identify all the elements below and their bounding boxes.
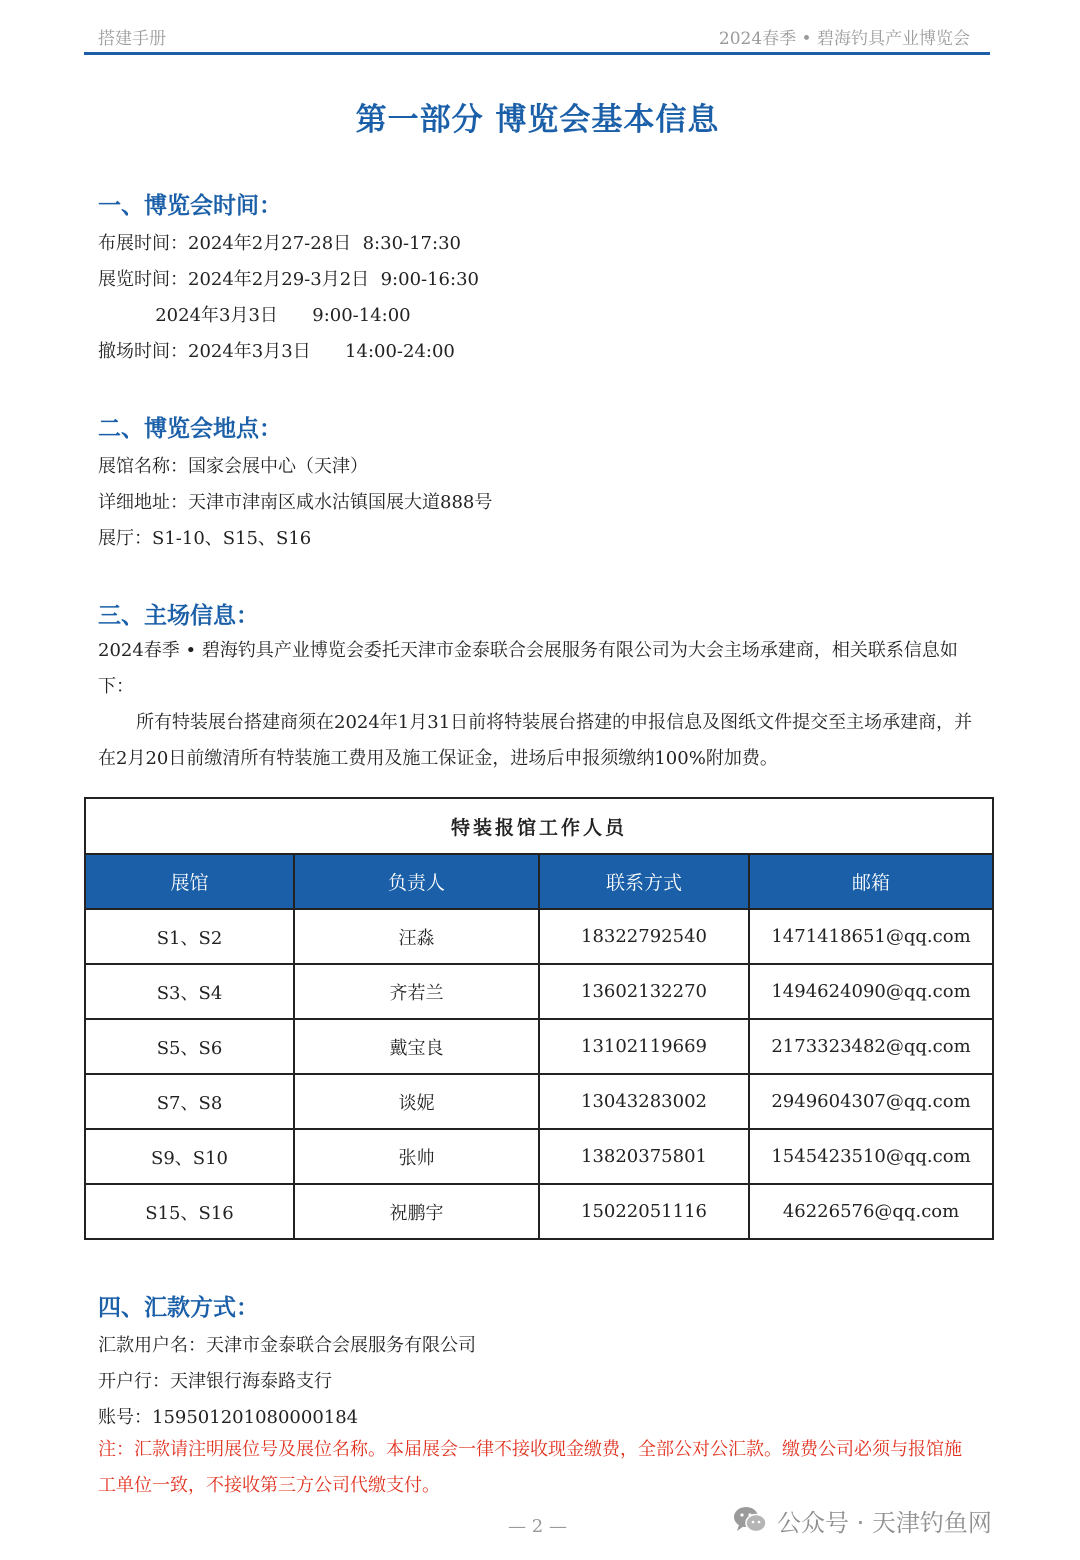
table-header-row	[85, 854, 993, 909]
section3-paragraph-2: 所有特装展台搭建商须在2024年1月31日前将特装展台搭建的申报信息及图纸文件提交至主场承建商，并在2月20日前缴清所有特装施工费用及施工保证金，进场后申报须缴纳100%附加费。	[98, 712, 973, 769]
watermark-text: 公众号 · 天津钓鱼网	[777, 1508, 992, 1537]
column-header: 邮箱	[749, 854, 993, 909]
page-title: 第一部分 博览会基本信息	[355, 102, 720, 138]
hall-cell: S3、S4	[85, 964, 294, 1019]
table-row	[85, 1184, 993, 1239]
hall-cell: S9、S10	[85, 1129, 294, 1184]
page-header	[98, 24, 970, 50]
hall-cell: S5、S6	[85, 1019, 294, 1074]
wechat-icon	[733, 1505, 767, 1535]
person-cell: 戴宝良	[294, 1019, 539, 1074]
table-row	[85, 964, 993, 1019]
table-row	[85, 1074, 993, 1129]
column-header: 负责人	[294, 854, 539, 909]
section2-line: 展馆名称：国家会展中心（天津）	[98, 456, 368, 477]
table-row	[85, 1019, 993, 1074]
section4-line: 账号：159501201080000184	[98, 1407, 359, 1428]
header-divider	[84, 52, 990, 55]
phone-cell: 13820375801	[539, 1129, 749, 1184]
phone-cell: 13102119669	[539, 1019, 749, 1074]
table-row	[85, 909, 993, 964]
section1-line: 撤场时间：2024年3月3日 14:00-24:00	[98, 341, 455, 362]
email-cell: 1471418651@qq.com	[749, 909, 993, 964]
hall-cell: S7、S8	[85, 1074, 294, 1129]
person-cell: 张帅	[294, 1129, 539, 1184]
email-cell: 1545423510@qq.com	[749, 1129, 993, 1184]
phone-cell: 13602132270	[539, 964, 749, 1019]
section2-line: 详细地址：天津市津南区咸水沽镇国展大道888号	[98, 492, 493, 513]
header-left-text: 搭建手册	[98, 29, 166, 49]
table-caption-row	[85, 798, 993, 854]
table-row	[85, 1129, 993, 1184]
section1-line: 布展时间：2024年2月27-28日 8:30-17:30	[98, 233, 461, 254]
section3-heading: 三、主场信息：	[98, 603, 259, 629]
section4-heading: 四、汇款方式：	[98, 1295, 259, 1321]
section2-heading: 二、博览会地点：	[98, 416, 282, 442]
email-cell: 2949604307@qq.com	[749, 1074, 993, 1129]
payment-note: 注：汇款请注明展位号及展位名称。本届展会一律不接收现金缴费，全部公对公汇款。缴费公司必须与报馆施工单位一致，不接收第三方公司代缴支付。	[98, 1439, 962, 1496]
email-cell: 46226576@qq.com	[749, 1184, 993, 1239]
hall-cell: S1、S2	[85, 909, 294, 964]
person-cell: 谈妮	[294, 1074, 539, 1129]
section1-line: 2024年3月3日 9:00-14:00	[98, 305, 411, 326]
hall-cell: S15、S16	[85, 1184, 294, 1239]
watermark	[733, 1500, 992, 1540]
column-header: 联系方式	[539, 854, 749, 909]
phone-cell: 15022051116	[539, 1184, 749, 1239]
section1-line: 展览时间：2024年2月29-3月2日 9:00-16:30	[98, 269, 479, 290]
person-cell: 汪淼	[294, 909, 539, 964]
header-right-text: 2024春季 • 碧海钓具产业博览会	[718, 29, 970, 49]
section4-line: 开户行：天津银行海泰路支行	[98, 1371, 332, 1392]
column-header: 展馆	[85, 854, 294, 909]
person-cell: 祝鹏宇	[294, 1184, 539, 1239]
staff-table	[84, 797, 994, 1240]
section2-line: 展厅：S1-10、S15、S16	[98, 528, 312, 549]
phone-cell: 18322792540	[539, 909, 749, 964]
section4-line: 汇款用户名：天津市金泰联合会展服务有限公司	[98, 1335, 476, 1356]
page-number: — 2 —	[508, 1516, 567, 1537]
person-cell: 齐若兰	[294, 964, 539, 1019]
table-caption: 特装报馆工作人员	[85, 798, 993, 854]
email-cell: 1494624090@qq.com	[749, 964, 993, 1019]
email-cell: 2173323482@qq.com	[749, 1019, 993, 1074]
phone-cell: 13043283002	[539, 1074, 749, 1129]
section3-paragraph-1: 2024春季 • 碧海钓具产业博览会委托天津市金泰联合会展服务有限公司为大会主场承建商，相关联系信息如下：	[98, 640, 958, 697]
section1-heading: 一、博览会时间：	[98, 193, 282, 219]
